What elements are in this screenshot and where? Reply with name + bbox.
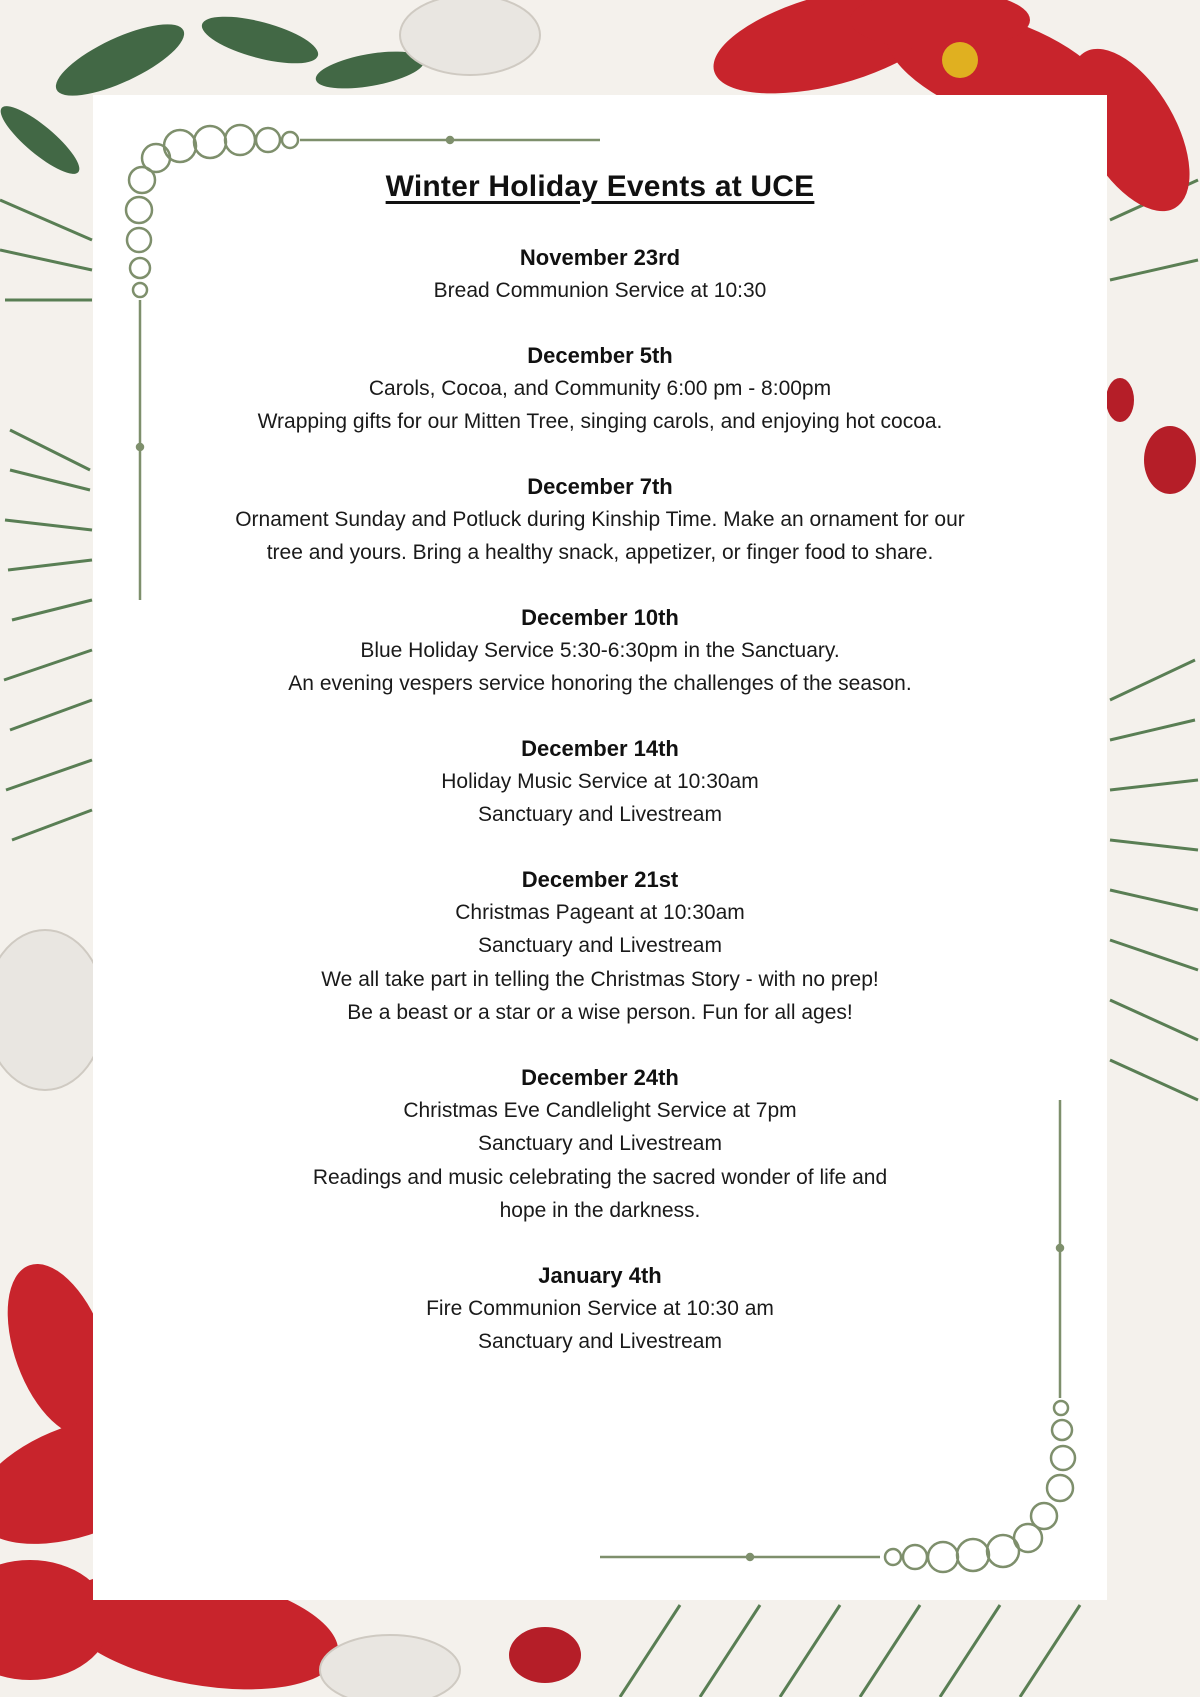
event-date: December 5th bbox=[527, 342, 673, 368]
event-section bbox=[93, 1260, 1107, 1359]
event-section bbox=[93, 733, 1107, 832]
event-description-line: tree and yours. Bring a healthy snack, appetizer, or finger food to share. bbox=[266, 541, 934, 564]
event-section bbox=[93, 471, 1107, 570]
page-title: Winter Holiday Events at UCE bbox=[385, 170, 815, 203]
event-section bbox=[93, 340, 1107, 439]
event-section bbox=[93, 1062, 1107, 1228]
event-description-line: hope in the darkness. bbox=[499, 1199, 701, 1222]
event-description-line: We all take part in telling the Christmas Story - with no prep! bbox=[321, 967, 879, 991]
event-description-line: Bread Communion Service at 10:30 bbox=[433, 279, 767, 302]
event-description-line: Ornament Sunday and Potluck during Kinship Time. Make an ornament for our bbox=[235, 507, 965, 531]
event-date: December 7th bbox=[527, 473, 673, 499]
event-section bbox=[93, 602, 1107, 701]
event-description-line: Sanctuary and Livestream bbox=[478, 934, 722, 957]
event-list bbox=[93, 242, 1107, 1359]
event-description-line: Blue Holiday Service 5:30-6:30pm in the Sanctuary. bbox=[360, 638, 840, 662]
event-date: January 4th bbox=[538, 1262, 662, 1288]
event-section bbox=[93, 864, 1107, 1030]
event-description-line: Readings and music celebrating the sacred wonder of life and bbox=[312, 1165, 888, 1189]
event-date: December 14th bbox=[521, 735, 679, 761]
event-description-line: Wrapping gifts for our Mitten Tree, singing carols, and enjoying hot cocoa. bbox=[257, 410, 943, 433]
event-date: December 24th bbox=[521, 1064, 679, 1090]
event-date: November 23rd bbox=[519, 245, 681, 270]
event-description-line: Be a beast or a star or a wise person. Fun for all ages! bbox=[347, 1001, 853, 1024]
event-description-line: Sanctuary and Livestream bbox=[478, 1132, 722, 1155]
event-description-line: Sanctuary and Livestream bbox=[478, 1330, 722, 1353]
events-content bbox=[93, 170, 1107, 1391]
event-description-line: Carols, Cocoa, and Community 6:00 pm - 8:00pm bbox=[368, 376, 832, 400]
event-description-line: Sanctuary and Livestream bbox=[478, 803, 722, 826]
event-description-line: Christmas Pageant at 10:30am bbox=[455, 900, 745, 924]
event-description-line: Holiday Music Service at 10:30am bbox=[441, 769, 759, 793]
pine-branch-right bbox=[1110, 180, 1198, 1100]
event-description-line: An evening vespers service honoring the challenges of the season. bbox=[288, 672, 912, 695]
event-date: December 10th bbox=[521, 604, 679, 630]
event-description-line: Fire Communion Service at 10:30 am bbox=[426, 1296, 774, 1320]
pine-branch-left bbox=[0, 200, 92, 840]
event-description-line: Christmas Eve Candlelight Service at 7pm bbox=[403, 1098, 797, 1122]
event-date: December 21st bbox=[521, 866, 679, 892]
pine-branch-bottom bbox=[620, 1605, 1080, 1697]
event-section bbox=[93, 242, 1107, 308]
